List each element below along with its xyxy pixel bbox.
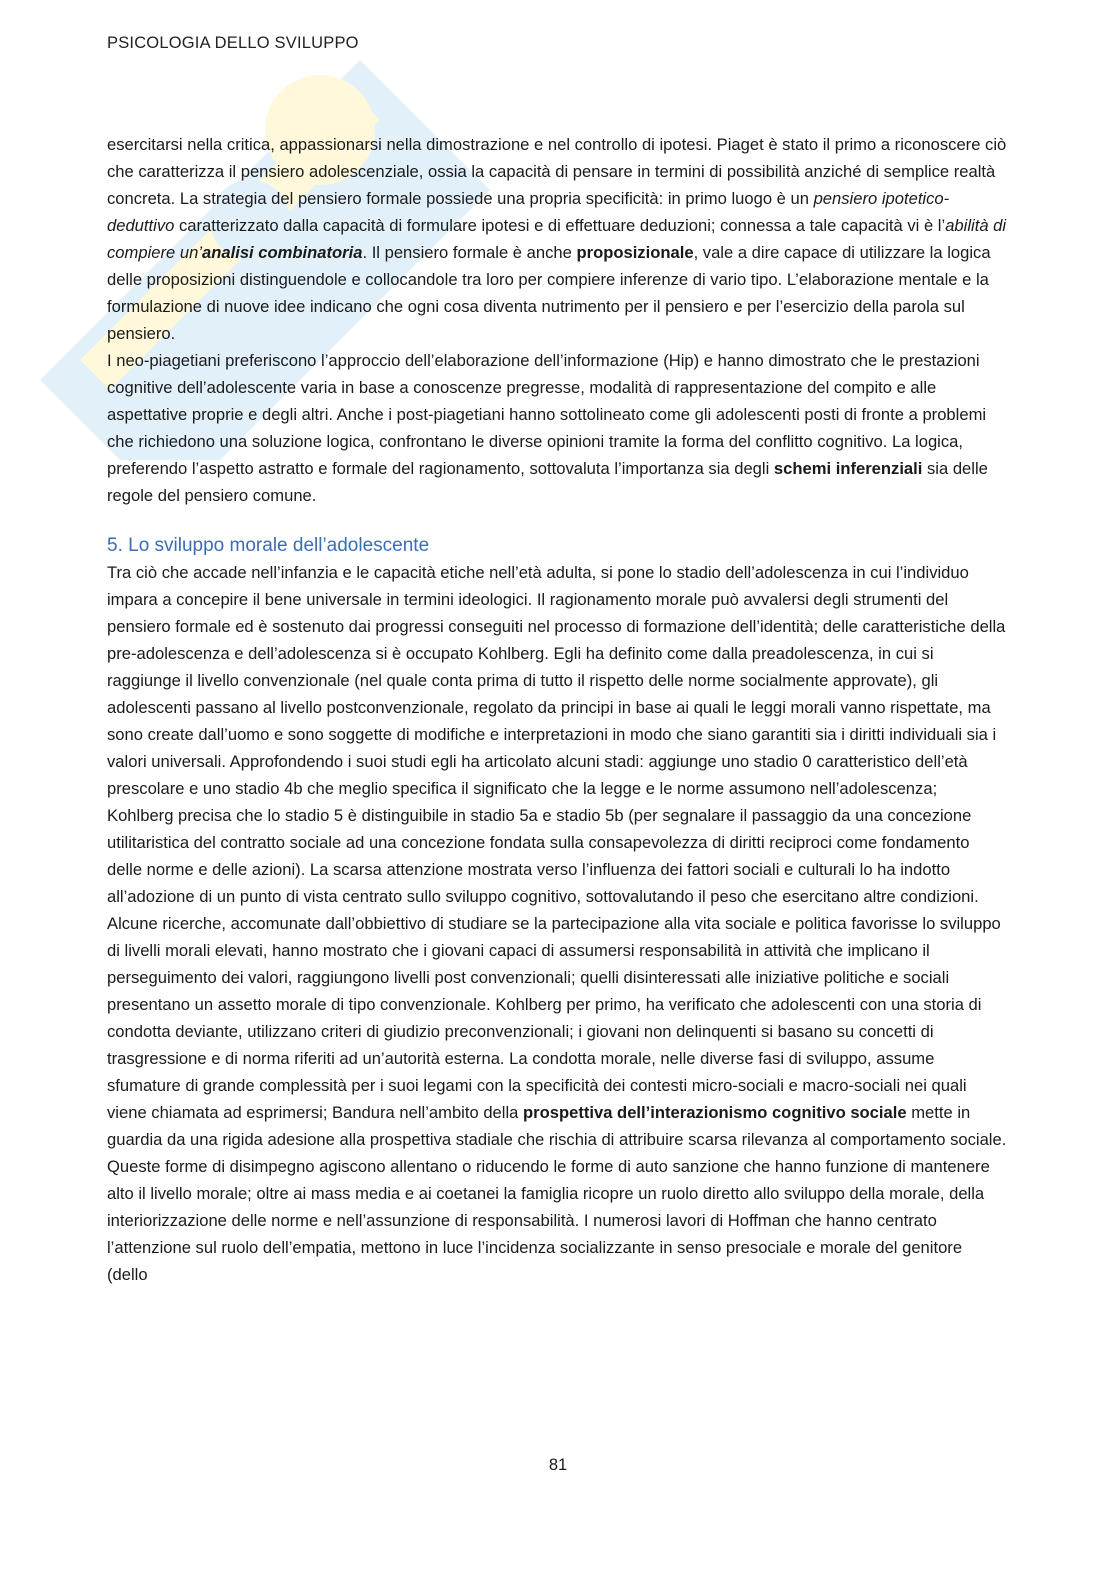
page-number: 81 xyxy=(548,1456,568,1474)
paragraph-formal-thought: esercitarsi nella critica, appassionarsi nella dimostrazione e nel controllo di ipotesi. Piaget è stato il primo a riconoscere ciò che caratterizza il pensiero adolescenziale, ossia la capacità di pensare in termini di possibilità anziché di semplice realtà concreta. La strategia del pensiero formale possiede una propria specificità: in primo luogo è un pensiero ipotetico- deduttivo caratterizzato dalla capacità di formulare ipotesi e di effettuare deduzioni; connessa a tale capacità vi è l’abilità di compiere un’analisi combinatoria. Il pensiero formale è anche proposizionale, vale a dire capace di utilizzare la logica delle proposizioni distinguendole e collocandole tra loro per compiere inferenze di vario tipo. L’elaborazione mentale e la formulazione di nuove idee indicano che ogni cosa diventa nutrimento per il pensiero e per l’esercizio della parola sul pensiero. xyxy=(107,135,1007,343)
paragraph-research: Alcune ricerche, accomunate dall’obbiettivo di studiare se la partecipazione alla vita sociale e politica favorisse lo sviluppo di livelli morali elevati, hanno mostrato che i giovani capaci di assumersi responsabilità in attività che implicano il perseguimento dei valori, raggiungono livelli post convenzionali; quelli disinteressati alle iniziative politiche e sociali presentano un assetto morale di tipo convenzionale. Kohlberg per primo, ha verificato che adolescenti con una storia di condotta deviante, utilizzano criteri di giudizio preconvenzionali; i giovani non delinquenti si basano su concetti di trasgressione e di norma riferiti ad un’autorità esterna. La condotta morale, nelle diverse fasi di sviluppo, assume sfumature di grande complessità per i suoi legami con la specificità dei contesti micro-sociali e macro-sociali nei quali viene chiamata ad esprimersi; Bandura nell’ambito della prospettiva dell’interazionismo cognitivo sociale mette in guardia da una rigida adesione alla prospettiva stadiale che rischia di attribuire scarsa rilevanza al comportamento sociale. Queste forme di disimpegno agiscono allentano o riducendo le forme di auto sanzione che hanno funzione di mantenere alto il livello morale; oltre ai mass media e ai coetanei la famiglia ricopre un ruolo diretto allo sviluppo della morale, della interiorizzazione delle norme e nell’assunzione di responsabilità. I numerosi lavori di Hoffman che hanno centrato l’attenzione sul ruolo dell’empatia, mettono in luce l’incidenza socializzante in senso presociale e morale del genitore (dello xyxy=(107,914,1007,1284)
page-header: PSICOLOGIA DELLO SVILUPPO xyxy=(107,34,359,52)
section-title: 5. Lo sviluppo morale dell’adolescente xyxy=(107,535,430,556)
page-content xyxy=(107,131,1007,1288)
paragraph-kohlberg: Tra ciò che accade nell’infanzia e le capacità etiche nell’età adulta, si pone lo stadio dell’adolescenza in cui l’individuo impara a concepire il bene universale in termini ideologici. Il ragionamento morale può avvalersi degli strumenti del pensiero formale ed è sostenuto dai progressi conseguiti nel processo di formazione dell’identità; delle caratteristiche della pre-adolescenza e dell’adolescenza si è occupato Kohlberg. Egli ha definito come dalla preadolescenza, in cui si raggiunge il livello convenzionale (nel quale conta prima di tutto il rispetto delle norme socialmente approvate), gli adolescenti passano al livello postconvenzionale, regolato da principi in base ai quali le leggi morali vanno rispettate, ma sono create dall’uomo e sono soggette di modifiche e interpretazioni in modo che siano garantiti sia i diritti individuali sia i valori universali. Approfondendo i suoi studi egli ha articolato alcuni stadi: aggiunge uno stadio 0 caratteristico dell’età prescolare e uno stadio 4b che meglio specifica il significato che la legge e le norme assumono nell’adolescenza; Kohlberg precisa che lo stadio 5 è distinguibile in stadio 5a e stadio 5b (per segnalare il passaggio da una concezione utilitaristica del contratto sociale ad una concezione fondata sulla consapevolezza di diritti reciproci come fondamento delle norme e delle azioni). La scarsa attenzione mostrata verso l’influenza dei fattori sociali e culturali lo ha indotto all’adozione di un punto di vista centrato sullo sviluppo cognitivo, sottovalutando il peso che esercitano altre condizioni. xyxy=(107,563,1006,906)
paragraph-neo-piagetians: I neo-piagetiani preferiscono l’approccio dell’elaborazione dell’informazione (Hip) e hanno dimostrato che le prestazioni cognitive dell’adolescente varia in base a conoscenze pregresse, modalità di rappresentazione del compito e alle aspettative proprie e degli altri. Anche i post-piagetiani hanno sottolineato come gli adolescenti posti di fronte a problemi che richiedono una soluzione logica, confrontano le diverse opinioni tramite la forma del conflitto cognitivo. La logica, preferendo l’aspetto astratto e formale del ragionamento, sottovaluta l’importanza sia degli schemi inferenziali sia delle regole del pensiero comune. xyxy=(107,351,988,505)
